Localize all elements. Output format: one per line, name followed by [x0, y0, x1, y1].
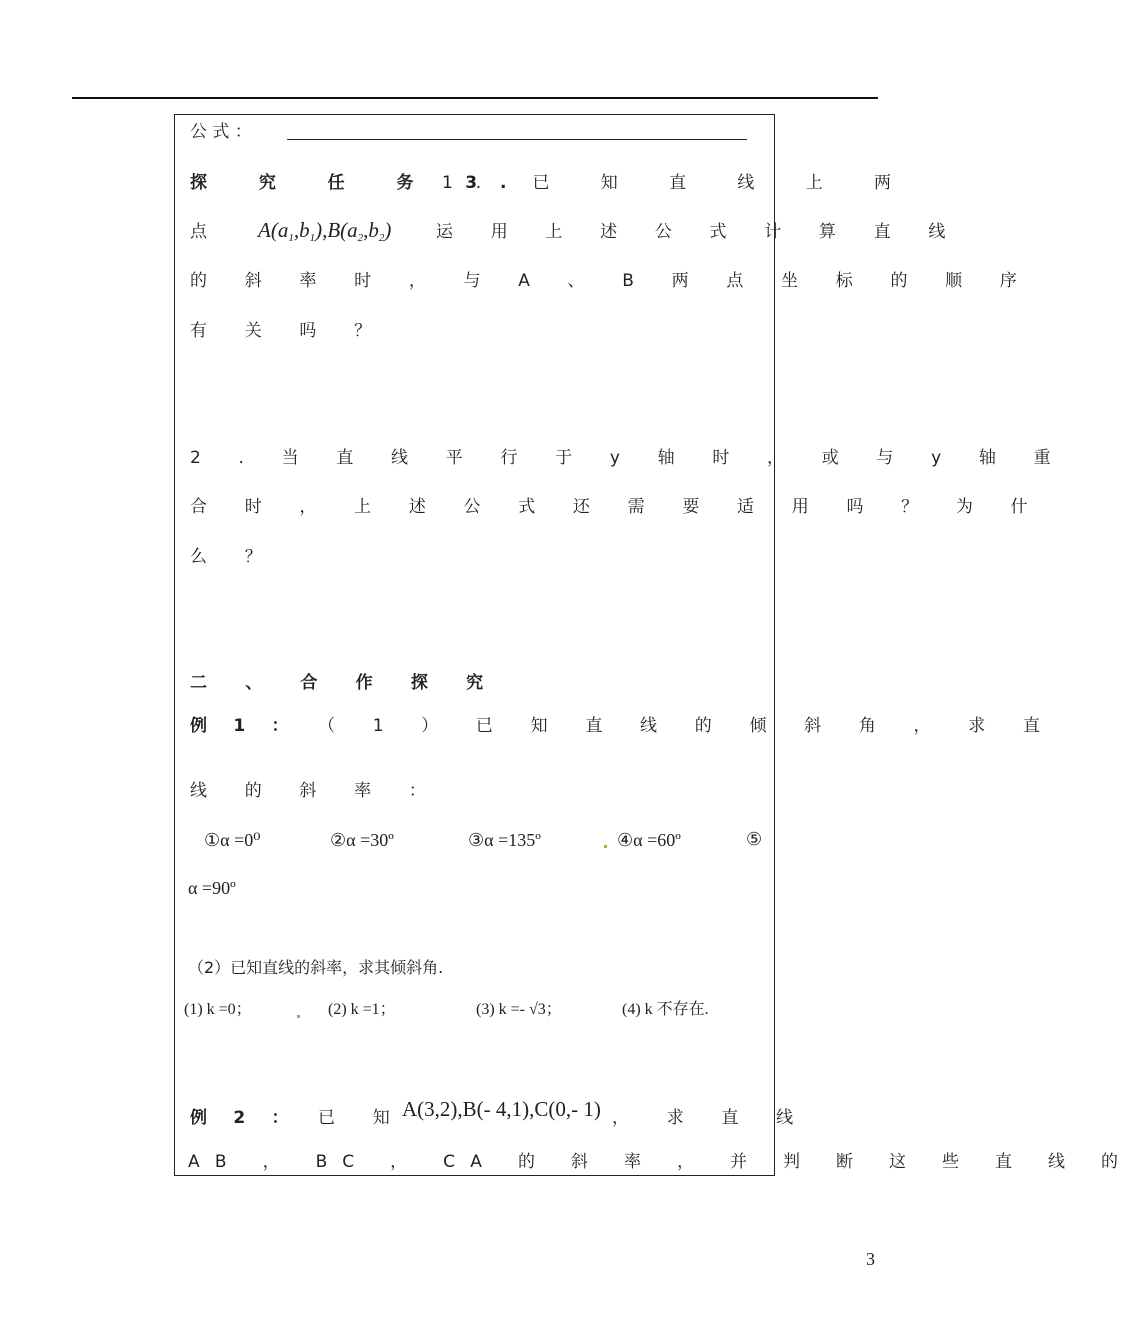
task3-q1-line3: 的 斜 率 时 ， 与 A 、 B 两 点 坐 标 的 顺 序: [190, 271, 1033, 291]
angle-3: ③α =135º: [468, 830, 541, 850]
example2-points: A(3,2),B(- 4,1),C(0,- 1): [402, 1097, 601, 1121]
task3-q1-line2-post: 运 用 上 述 公 式 计 算 直 线: [436, 222, 962, 242]
task3-q2-line3: 么 ？: [190, 547, 278, 567]
page-number: 3: [866, 1249, 875, 1269]
example1-part2: （2）已知直线的斜率，求其倾斜角.: [188, 958, 444, 977]
slope-4: (4) k 不存在.: [622, 1001, 709, 1018]
stray-dot-mark: [604, 845, 607, 848]
example1-line1: （ 1 ） 已 知 直 线 的 倾 斜 角 ， 求 直: [318, 716, 1057, 736]
angle-5-marker: ⑤: [746, 829, 763, 850]
task3-points-formula: $A(a_1,b_1),B(a_2,b_2)$: [258, 218, 392, 244]
angle-2: ②α =30º: [330, 830, 394, 850]
slope-3: (3) k =- √3；: [476, 1001, 562, 1018]
task3-heading: 探 究 任 务 3.: [190, 173, 530, 193]
header-rule: [72, 97, 878, 99]
slope-1: (1) k =0；: [184, 1001, 252, 1018]
task3-q1-line1: 1. 已 知 直 线 上 两: [442, 173, 914, 193]
example2-pre: 已 知: [318, 1108, 406, 1128]
task3-q2-line2: 合 时 ， 上 述 公 式 还 需 要 适 用 吗 ？ 为 什: [190, 497, 1044, 517]
stray-dot-mark-2: [297, 1015, 300, 1018]
example1-line2: 线 的 斜 率 ：: [190, 781, 442, 801]
example2-post: ， 求 直 线: [612, 1108, 810, 1128]
angle-4: ④α =60º: [617, 830, 681, 850]
angle-1: ①α =0⁰: [204, 830, 261, 850]
section2-heading: 二 、 合 作 探 究: [190, 673, 500, 693]
example1-label: 例 1 ：: [190, 716, 299, 736]
example2-line2: AB ， BC ， CA 的 斜 率 ， 并 判 断 这 些 直 线 的: [188, 1152, 1133, 1172]
task3-q1-line4: 有 关 吗 ？: [190, 321, 388, 341]
task3-q1-line2-pre: 点: [190, 222, 207, 242]
example2-label: 例 2 ：: [190, 1108, 299, 1128]
formula-blank-line: [287, 139, 747, 140]
formula-label: 公 式 ：: [190, 122, 252, 142]
slope-2: (2) k =1；: [328, 1001, 396, 1018]
task3-q2-line1: 2 . 当 直 线 平 行 于 y 轴 时 ， 或 与 y 轴 重: [190, 448, 1067, 468]
angle-5: α =90º: [188, 878, 236, 898]
